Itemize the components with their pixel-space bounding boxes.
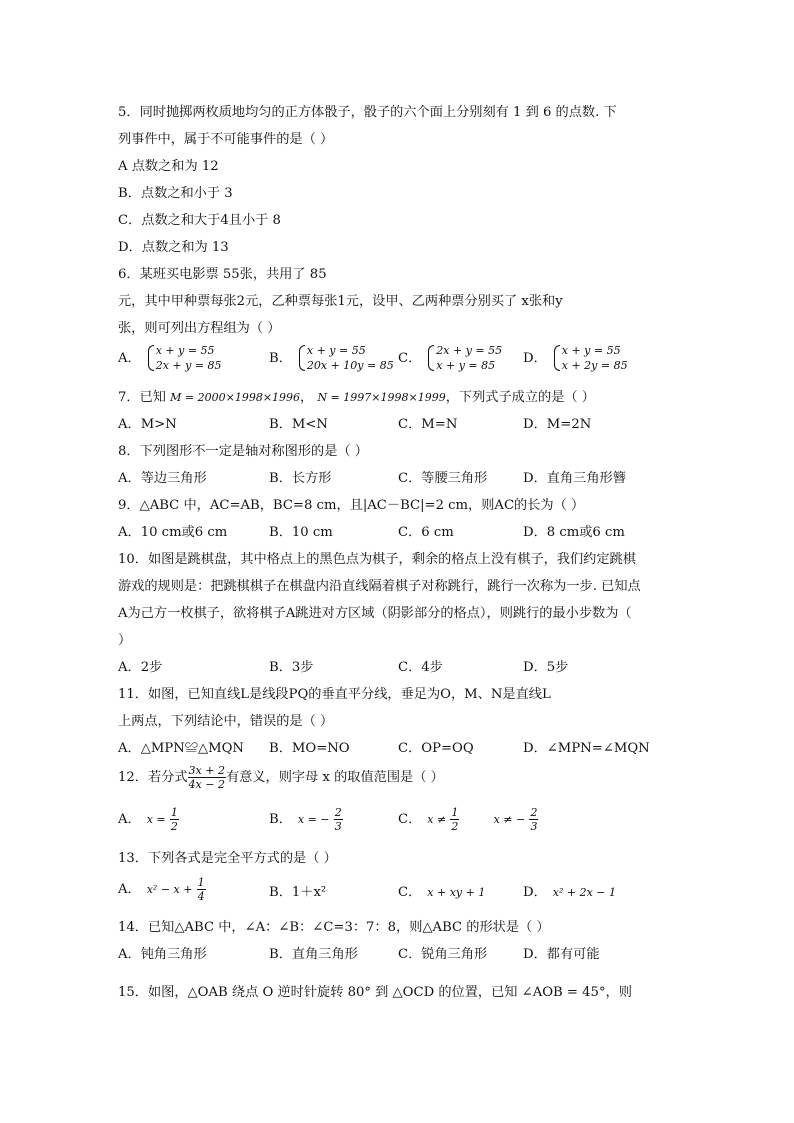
q9-stem: 9．△ABC 中，AC=AB，BC=8 cm，且|AC－BC|=2 cm，则AC的长为（ ） (118, 498, 585, 513)
q14-option-a: A．钝角三角形 (118, 947, 207, 962)
equation: x + y = 55 (155, 344, 215, 357)
fraction (529, 806, 538, 833)
q7-stem-pre: 7．已知 (118, 390, 166, 405)
equation: 2x + y = 55 (436, 344, 503, 357)
q9-option-c: C．6 cm (398, 525, 454, 540)
q11-option-d: D．∠MPN=∠MQN (523, 741, 650, 756)
q5-option-c: C．点数之和大于4且小于 8 (118, 213, 281, 228)
fraction-numerator: 1 (451, 806, 459, 819)
q5-stem-line2: 列事件中，属于不可能事件的是（ ） (118, 132, 334, 147)
math-prefix: x ≠ − (493, 813, 526, 826)
math-prefix: x = − (297, 813, 330, 826)
q7-expr-n: N = 1997×1998×1999 (317, 391, 446, 404)
q7-stem (118, 386, 595, 405)
q6-stem-line1: 6．某班买电影票 55张，共用了 85 (118, 267, 327, 282)
q10-option-b: B．3步 (269, 660, 314, 675)
fraction-numerator: 1 (170, 806, 178, 819)
fraction-numerator: 1 (197, 876, 205, 889)
equation: x + y = 55 (561, 344, 621, 357)
option-key: A． (118, 882, 141, 897)
q7-option-d: D．M=2N (523, 417, 592, 432)
equation: 2x + y = 85 (155, 359, 222, 372)
equation-system (553, 343, 628, 373)
fraction-denominator: 4 (197, 890, 205, 903)
q13-option-d (523, 881, 616, 900)
fraction-denominator: 4x − 2 (188, 778, 225, 791)
option-key: D． (523, 350, 547, 366)
q9-option-d: D．8 cm或6 cm (523, 525, 625, 540)
option-key: A． (118, 350, 141, 366)
q8-options (118, 467, 678, 497)
q12-option-b (269, 806, 343, 833)
q5-option-d: D．点数之和为 13 (118, 240, 229, 255)
q12-option-c (398, 806, 538, 833)
q10-option-d: D．5步 (523, 660, 569, 675)
q9-option-b: B．10 cm (269, 525, 333, 540)
q7-option-c: C．M=N (398, 417, 458, 432)
q10-stem-line2: 游戏的规则是：把跳棋棋子在棋盘内沿直线隔着棋子对称跳行，跳行一次称为一步. 已知点 (118, 579, 641, 594)
q12-stem (118, 764, 444, 791)
math-prefix: x ≠ (427, 813, 447, 826)
q12-stem-post: 有意义，则字母 x 的取值范围是（ ） (225, 770, 444, 785)
q6-stem-line2: 元，其中甲种票每张2元，乙种票每张1元，设甲、乙两种票分别买了 x张和y (118, 294, 563, 309)
q14-option-d: D．都有可能 (523, 947, 600, 962)
option-key: A． (118, 812, 141, 827)
fraction (170, 806, 179, 833)
math-expression: x + xy + 1 (427, 886, 486, 899)
q10-option-c: C．4步 (398, 660, 443, 675)
equation: x + 2y = 85 (561, 359, 628, 372)
q14-option-b: B．直角三角形 (269, 947, 358, 962)
q6-option-b (269, 343, 394, 373)
q10-option-a: A．2步 (118, 660, 163, 675)
q13-option-b: B．1＋x² (269, 885, 327, 900)
fraction-denominator: 2 (451, 820, 459, 833)
q12-option-a (118, 806, 179, 833)
q5-option-b: B．点数之和小于 3 (118, 186, 233, 201)
q6-options (118, 343, 678, 373)
option-key: B． (269, 350, 292, 366)
q8-option-b: B．长方形 (269, 471, 332, 486)
q5-stem-line1: 5．同时抛掷两枚质地均匀的正方体骰子，骰子的六个面上分别刻有 1 到 6 的点数. 下 (118, 105, 617, 120)
q11-option-b: B．MO=NO (269, 741, 350, 756)
q11-stem-line2: 上两点，下列结论中，错误的是（ ） (118, 714, 334, 729)
q14-options (118, 943, 678, 973)
q14-stem: 14．已知△ABC 中，∠A：∠B：∠C=3：7：8，则△ABC 的形状是（ ） (118, 920, 550, 935)
q7-options (118, 413, 678, 443)
fraction-denominator: 2 (170, 820, 178, 833)
q13-option-a (118, 876, 206, 903)
option-key: C． (398, 350, 422, 366)
q12-options (118, 806, 678, 836)
q10-stem-line1: 10．如图是跳棋盘，其中格点上的黑色点为棋子，剩余的格点上没有棋子，我们约定跳棋 (118, 552, 636, 567)
q8-option-c: C．等腰三角形 (398, 471, 488, 486)
q7-stem-post: ，下列式子成立的是（ ） (445, 390, 595, 405)
q13-option-c (398, 881, 485, 900)
equation: 20x + 10y = 85 (306, 359, 394, 372)
q10-stem-line4: ） (118, 633, 132, 648)
q7-sep: ， (300, 390, 314, 405)
fraction-numerator: 2 (530, 806, 538, 819)
q8-option-a: A．等边三角形 (118, 471, 207, 486)
q9-option-a: A．10 cm或6 cm (118, 525, 228, 540)
q5-option-a: A 点数之和为 12 (118, 159, 219, 174)
math-prefix: x² − x + (146, 883, 193, 896)
q7-expr-m: M = 2000×1998×1996 (170, 391, 301, 404)
q6-stem-line3: 张，则可列出方程组为（ ） (118, 321, 281, 336)
option-key: C． (398, 885, 422, 900)
q13-stem: 13．下列各式是完全平方式的是（ ） (118, 851, 337, 866)
fraction (197, 876, 206, 903)
fraction-numerator: 2 (334, 806, 342, 819)
math-prefix: x = (146, 813, 166, 826)
option-key: B． (269, 812, 292, 827)
q11-stem-line1: 11．如图，已知直线L是线段PQ的垂直平分线，垂足为O，M、N是直线L (118, 687, 551, 702)
q13-options (118, 876, 678, 906)
q15-stem: 15．如图，△OAB 绕点 O 逆时针旋转 80° 到 △OCD 的位置，已知 ∠AOB = 45°，则 (118, 985, 632, 1000)
equation-system (147, 343, 222, 373)
fraction-denominator: 3 (530, 820, 538, 833)
q12-stem-pre: 12．若分式 (118, 770, 188, 785)
q9-options (118, 521, 678, 551)
q10-stem-line3: A为己方一枚棋子，欲将棋子A跳进对方区域（阴影部分的格点），则跳行的最小步数为（ (118, 606, 632, 621)
fraction-denominator: 3 (334, 820, 342, 833)
q8-option-d: D．直角三角形簪 (523, 471, 626, 486)
equation: x + y = 55 (306, 344, 366, 357)
equation-system (298, 343, 394, 373)
q7-option-b: B．M<N (269, 417, 328, 432)
fraction-numerator: 3x + 2 (188, 764, 225, 777)
fraction (450, 806, 459, 833)
q11-option-a: A．△MPN≌△MQN (118, 741, 244, 756)
option-key: D． (523, 885, 547, 900)
q14-option-c: C．锐角三角形 (398, 947, 488, 962)
equation: x + y = 85 (436, 359, 496, 372)
q11-option-c: C．OP=OQ (398, 741, 474, 756)
q12-fraction (188, 764, 226, 791)
math-expression: x² + 2x − 1 (552, 886, 616, 899)
fraction (334, 806, 343, 833)
q6-option-c (398, 343, 502, 373)
q11-options (118, 737, 678, 767)
q6-option-d (523, 343, 628, 373)
q10-options (118, 656, 678, 686)
option-key: C． (398, 812, 422, 827)
q6-option-a (118, 343, 222, 373)
q7-option-a: A．M>N (118, 417, 177, 432)
q8-stem: 8．下列图形不一定是轴对称图形的是（ ） (118, 444, 368, 459)
equation-system (427, 343, 502, 373)
